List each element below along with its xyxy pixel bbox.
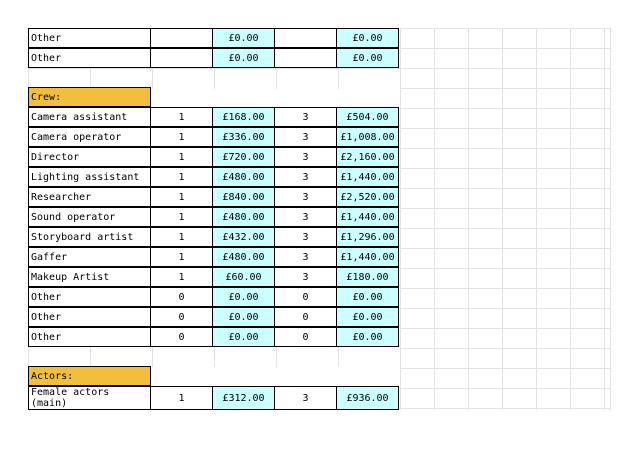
cell-days[interactable]: 3 [274,207,337,227]
cell-total[interactable]: £0.00 [336,48,399,68]
cell-item-name[interactable]: Other [28,287,151,307]
cell-rate[interactable]: £840.00 [212,187,275,207]
spacer-row [28,68,400,89]
cell-total[interactable]: £1,440.00 [336,167,399,187]
cell-rate[interactable]: £60.00 [212,267,275,287]
cell-item-name[interactable]: Camera assistant [28,107,151,127]
cell-total[interactable]: £180.00 [336,267,399,287]
cell-item-name[interactable]: Other [28,327,151,347]
cell-total[interactable]: £0.00 [336,327,399,347]
table-row [28,167,399,187]
cell-rate[interactable]: £480.00 [212,167,275,187]
cell-quantity[interactable]: 0 [150,327,213,347]
cell-item-name[interactable]: Female actors (main) [28,386,151,410]
cell-days[interactable] [274,48,337,68]
cell-days[interactable]: 3 [274,127,337,147]
cell-rate[interactable]: £480.00 [212,207,275,227]
cell-days[interactable]: 3 [274,187,337,207]
cell-quantity[interactable]: 1 [150,227,213,247]
cell-quantity[interactable]: 1 [150,127,213,147]
cell-total[interactable]: £2,160.00 [336,147,399,167]
cell-rate[interactable]: £0.00 [212,28,275,48]
cell-quantity[interactable]: 1 [150,187,213,207]
cell-item-name[interactable]: Gaffer [28,247,151,267]
cell-quantity[interactable]: 0 [150,307,213,327]
cell-rate[interactable]: £0.00 [212,48,275,68]
table-row [28,28,399,48]
cell-quantity[interactable]: 1 [150,247,213,267]
cell-quantity[interactable]: 1 [150,107,213,127]
cell-item-name[interactable]: Other [28,307,151,327]
cell-total[interactable]: £0.00 [336,287,399,307]
cell-days[interactable]: 3 [274,147,337,167]
cell-item-name[interactable]: Storyboard artist [28,227,151,247]
cell-total[interactable]: £0.00 [336,28,399,48]
cell-days[interactable]: 0 [274,327,337,347]
cell-rate[interactable]: £480.00 [212,247,275,267]
cell-days[interactable]: 3 [274,247,337,267]
table-row [28,267,399,287]
cell-total[interactable]: £0.00 [336,307,399,327]
section-header-row [28,87,151,107]
table-row [28,307,399,327]
table-row [28,327,399,347]
crew-section-header[interactable]: Crew: [28,87,151,107]
cell-total[interactable]: £504.00 [336,107,399,127]
empty-sheet-grid [400,28,611,410]
cell-days[interactable]: 3 [274,227,337,247]
cell-item-name[interactable]: Other [28,48,151,68]
section-header-row [28,366,151,386]
table-row [28,207,399,227]
cell-rate[interactable]: £720.00 [212,147,275,167]
cell-total[interactable]: £1,440.00 [336,247,399,267]
cell-quantity[interactable]: 0 [150,287,213,307]
table-row [28,187,399,207]
cell-quantity[interactable]: 1 [150,207,213,227]
cell-total[interactable]: £1,008.00 [336,127,399,147]
cell-item-name[interactable]: Director [28,147,151,167]
cell-quantity[interactable]: 1 [150,386,213,410]
spacer-row [28,346,400,367]
table-row [28,247,399,267]
table-row [28,48,399,68]
cell-rate[interactable]: £0.00 [212,287,275,307]
cell-rate[interactable]: £0.00 [212,327,275,347]
cell-item-name[interactable]: Camera operator [28,127,151,147]
cell-days[interactable] [274,28,337,48]
cell-total[interactable]: £2,520.00 [336,187,399,207]
table-row [28,147,399,167]
table-row [28,227,399,247]
table-row [28,386,399,410]
cell-rate[interactable]: £336.00 [212,127,275,147]
cell-quantity[interactable] [150,28,213,48]
cell-rate[interactable]: £312.00 [212,386,275,410]
cell-quantity[interactable]: 1 [150,267,213,287]
cell-item-name[interactable]: Sound operator [28,207,151,227]
cell-rate[interactable]: £432.00 [212,227,275,247]
cell-rate[interactable]: £0.00 [212,307,275,327]
actors-section-header[interactable]: Actors: [28,366,151,386]
cell-item-name[interactable]: Makeup Artist [28,267,151,287]
cell-total[interactable]: £936.00 [336,386,399,410]
cell-total[interactable]: £1,440.00 [336,207,399,227]
table-row [28,287,399,307]
cell-days[interactable]: 3 [274,386,337,410]
cell-days[interactable]: 3 [274,107,337,127]
cell-rate[interactable]: £168.00 [212,107,275,127]
cell-quantity[interactable]: 1 [150,147,213,167]
cell-days[interactable]: 0 [274,287,337,307]
table-row [28,127,399,147]
cell-quantity[interactable]: 1 [150,167,213,187]
table-row [28,107,399,127]
cell-days[interactable]: 3 [274,167,337,187]
cell-item-name[interactable]: Other [28,28,151,48]
cell-days[interactable]: 3 [274,267,337,287]
cell-item-name[interactable]: Lighting assistant [28,167,151,187]
cell-days[interactable]: 0 [274,307,337,327]
cell-item-name[interactable]: Researcher [28,187,151,207]
cell-quantity[interactable] [150,48,213,68]
cell-total[interactable]: £1,296.00 [336,227,399,247]
